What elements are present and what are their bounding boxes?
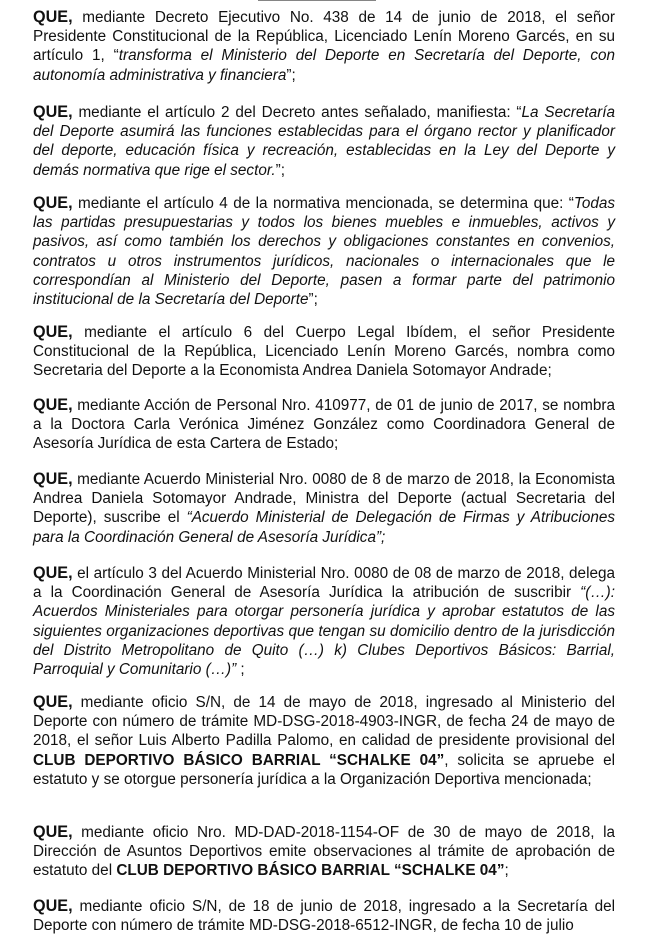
que-label: QUE, (33, 194, 73, 212)
paragraph-text: mediante oficio S/N, de 18 de junio de 2018, ingresado a la Secretaría del Deporte con número de trámite MD-DSG-2018-6512-INGR, de fecha 10 de julio (33, 898, 615, 935)
paragraph-articulo-2 (33, 103, 615, 180)
paragraph-text: , solicita se apruebe el estatuto y se otorgue personería jurídica a la Organización Deportiva mencionada; (33, 751, 615, 788)
paragraph-text: mediante oficio Nro. MD-DAD-2018-1154-OF de 30 de mayo de 2018, la Dirección de Asuntos Deportivos emite observaciones al trámite de aprobación de estatuto del (33, 824, 615, 880)
que-label: QUE, (33, 396, 73, 414)
paragraph-text: mediante Decreto Ejecutivo No. 438 de 14 de junio de 2018, el señor Presidente Constitucional de la República, Licenciado Lenín Moreno Garcés, en su artículo 1, “ (33, 9, 615, 65)
paragraph-oficio-14-mayo (33, 693, 615, 789)
que-label: QUE, (33, 8, 73, 26)
que-label: QUE, (33, 323, 73, 341)
que-label: QUE, (33, 693, 73, 711)
paragraph-oficio-18-junio (33, 897, 615, 935)
paragraph-text: mediante oficio S/N, de 14 de mayo de 2018, ingresado al Ministerio del Deporte con número de trámite MD-DSG-2018-4903-INGR, de fecha 24 de mayo de 2018, el señor Luis Alberto Padilla Palomo, en calidad de presidente provisional del (33, 694, 615, 750)
paragraph-text: mediante el artículo 6 del Cuerpo Legal Ibídem, el señor Presidente Constitucional de la República, Licenciado Lenín Moreno Garcés, nombra como Secretaria del Deporte a la Economista Andrea Daniela Sotomayor Andrade; (33, 324, 615, 380)
paragraph-articulo-4 (33, 194, 615, 309)
paragraph-text: el artículo 3 del Acuerdo Ministerial Nro. 0080 de 08 de marzo de 2018, delega a la Coordinación General de Asesoría Jurídica la atribución de suscribir (33, 565, 615, 602)
club-name: CLUB DEPORTIVO BÁSICO BARRIAL “SCHALKE 04” (116, 862, 505, 880)
que-label: QUE, (33, 897, 73, 915)
paragraph-text: ”; (275, 161, 285, 179)
paragraph-text: ”; (308, 291, 318, 309)
paragraph-text: ; (236, 661, 245, 679)
paragraph-quote: “Acuerdo Ministerial de Delegación de Firmas y Atribuciones para la Coordinación General de Asesoría Jurídica”; (33, 509, 615, 546)
paragraph-accion-personal (33, 396, 615, 454)
que-label: QUE, (33, 470, 73, 488)
paragraph-quote: Todas las partidas presupuestarias y todos los bienes muebles e inmuebles, activos y pasivos, así como también los derechos y obligaciones constantes en convenios, contratos u otros instrumentos jurídicos, nacionales o internacionales que le correspondían al Ministerio del Deporte, pasen a formar parte del patrimonio institucional de la Secretaría del Deporte (33, 195, 615, 309)
que-label: QUE, (33, 564, 73, 582)
paragraph-quote: La Secretaría del Deporte asumirá las funciones establecidas para el órgano rector y planificador del deporte, educación física y recreación, establecidas en la Ley del Deporte y demás normativa que rige el sector. (33, 104, 615, 179)
paragraph-text: ”; (286, 66, 296, 84)
paragraph-text: mediante el artículo 2 del Decreto antes señalado, manifiesta: “ (72, 104, 522, 121)
paragraph-articulo-6 (33, 323, 615, 381)
que-label: QUE, (33, 823, 73, 841)
paragraph-text: mediante Acción de Personal Nro. 410977, de 01 de junio de 2017, se nombra a la Doctora Carla Verónica Jiménez González como Coordinadora General de Asesoría Jurídica de esta Cartera de Estado; (33, 397, 615, 453)
top-edge-mark (258, 0, 376, 1)
paragraph-text: ; (504, 862, 509, 880)
paragraph-decreto-438 (33, 8, 615, 85)
club-name: CLUB DEPORTIVO BÁSICO BARRIAL “SCHALKE 04” (33, 751, 445, 769)
paragraph-articulo-3-acuerdo (33, 564, 615, 679)
paragraph-acuerdo-0080 (33, 470, 615, 547)
paragraph-quote: transforma el Ministerio del Deporte en Secretaría del Deporte, con autonomía administrativa y financiera (33, 47, 615, 84)
que-label: QUE, (33, 103, 73, 121)
paragraph-text: mediante Acuerdo Ministerial Nro. 0080 de 8 de marzo de 2018, la Economista Andrea Daniela Sotomayor Andrade, Ministra del Deporte (actual Secretaria del Deporte), suscribe el (33, 471, 615, 527)
paragraph-text: mediante el artículo 4 de la normativa mencionada, se determina que: “ (72, 195, 574, 212)
paragraph-quote: “(…): Acuerdos Ministeriales para otorgar personería jurídica y aprobar estatutos de las siguientes organizaciones deportivas que tengan su domicilio dentro de la jurisdicción del Distrito Metropolitano de Quito (…) k) Clubes Deportivos Básicos: Barrial, Parroquial y Comunitario (…)” (33, 584, 615, 679)
paragraph-oficio-1154 (33, 823, 615, 881)
